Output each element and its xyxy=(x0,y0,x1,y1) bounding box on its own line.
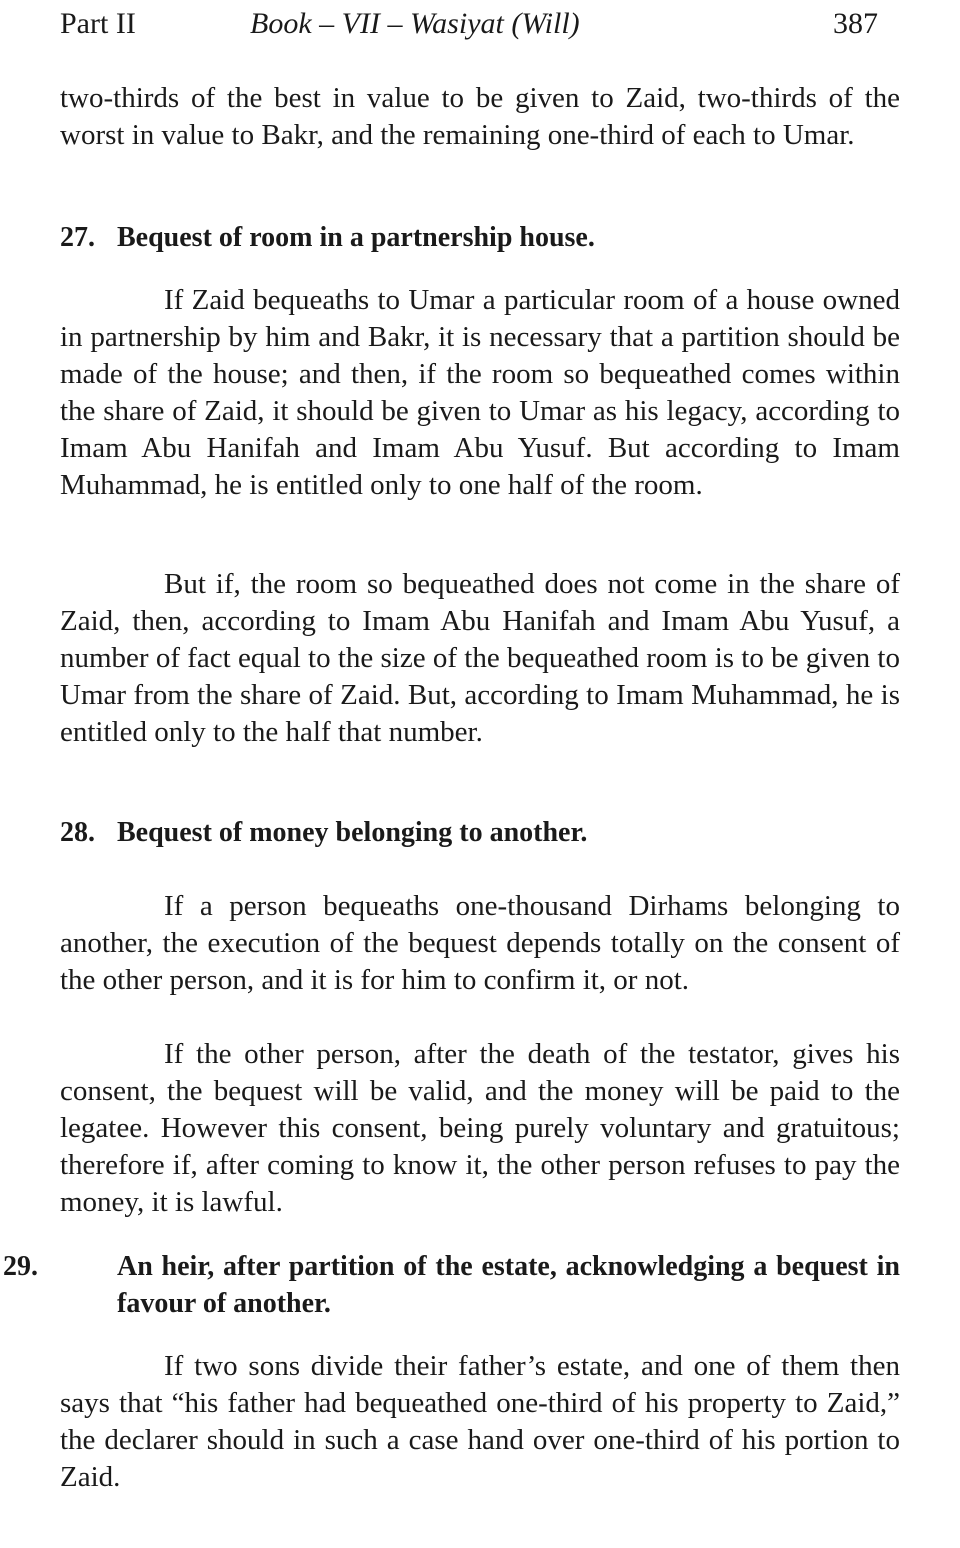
section-29-heading xyxy=(3,1248,900,1322)
section-27-paragraph-2: But if, the room so bequeathed does not come in the share of Zaid, then, according to Imam Abu Hanifah and Imam Abu Yusuf, a number of fact equal to the size of the bequeathed room is to be given to Umar from the share of Zaid. But, according to Imam Muhammad, he is entitled only to the half that number. xyxy=(60,568,900,748)
running-header xyxy=(60,2,900,46)
section-28-heading xyxy=(60,814,900,851)
section-27-paragraph-1: If Zaid bequeaths to Umar a particular room of a house owned in partnership by him and Bakr, it is necessary that a partition should be made of the house; and then, if the room so bequeathed comes within the share of Zaid, it should be given to Umar as his legacy, according to Imam Abu Hanifah and Imam Abu Yusuf. But according to Imam Muhammad, he is entitled only to one half of the room. xyxy=(60,284,900,501)
section-28-paragraph-1: If a person bequeaths one-thousand Dirhams belonging to another, the execution of the bequest depends totally on the consent of the other person, and it is for him to confirm it, or not. xyxy=(60,890,900,996)
section-28-paragraph-2: If the other person, after the death of the testator, gives his consent, the bequest will be valid, and the money will be paid to the legatee. However this consent, being purely voluntary and gratuitous; therefore if, after coming to know it, the other person refuses to pay the money, it is lawful. xyxy=(60,1038,900,1218)
section-28-title: Bequest of money belonging to another. xyxy=(117,817,588,848)
section-29-title: An heir, after partition of the estate, acknowledging a bequest in favour of another. xyxy=(117,1251,900,1319)
header-part: Part II xyxy=(60,7,136,40)
header-book-title: Book – VII – Wasiyat (Will) xyxy=(250,7,580,40)
section-29-number: 29. xyxy=(3,1251,38,1282)
section-29-paragraph-1: If two sons divide their father’s estate, and one of them then says that “his father had bequeathed one-third of his property to Zaid,” the declarer should in such a case hand over one-third of his portion to Zaid. xyxy=(60,1350,900,1493)
page-number: 387 xyxy=(833,7,878,40)
continuation-paragraph: two-thirds of the best in value to be given to Zaid, two-thirds of the worst in value to Bakr, and the remaining one-third of each to Umar. xyxy=(60,82,900,151)
section-28-number: 28. xyxy=(60,817,95,848)
section-27-number: 27. xyxy=(60,222,95,253)
section-27-title: Bequest of room in a partnership house. xyxy=(117,222,595,253)
section-27-heading xyxy=(60,219,900,256)
